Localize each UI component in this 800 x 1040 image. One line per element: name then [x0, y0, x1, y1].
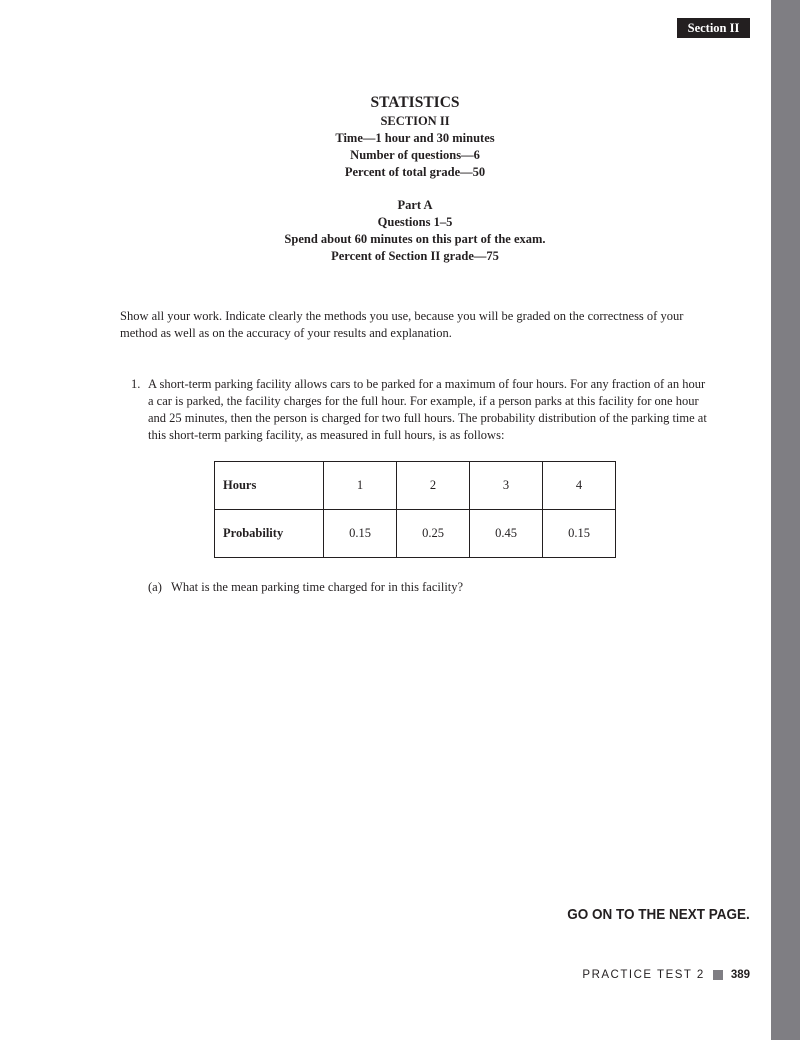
part-a	[148, 580, 463, 595]
part-a-label: (a)	[148, 580, 162, 594]
part-line: Percent of Section II grade—75	[331, 249, 499, 263]
page-number: 389	[730, 969, 750, 981]
part-line: Spend about 60 minutes on this part of the exam.	[284, 232, 546, 246]
part-a-text: What is the mean parking time charged for in this facility?	[171, 580, 464, 594]
square-icon	[713, 970, 723, 980]
exam-title: STATISTICS	[370, 94, 460, 111]
table-cell: 0.25	[397, 510, 470, 558]
table-cell: 0.15	[543, 510, 616, 558]
page-footer	[582, 969, 750, 981]
section-tag: Section II	[677, 18, 750, 38]
part-line: Questions 1–5	[377, 215, 453, 229]
question-number: 1.	[131, 377, 141, 391]
next-page-note: GO ON TO THE NEXT PAGE.	[567, 906, 750, 923]
header-line: Time—1 hour and 30 minutes	[335, 131, 495, 145]
table-row	[215, 510, 616, 558]
question-text: A short-term parking facility allows cars to be parked for a maximum of four hours. For any fraction of an hour a car is parked, the facility charges for the full hour. For example, if a person parks at this facility for one hour and 25 minutes, then the person is charged for two full hours. The probability distribution of the parking time at this short-term parking facility, as measured in full hours, is as follows:	[148, 377, 707, 442]
table-cell: 1	[324, 462, 397, 510]
table-row	[215, 462, 616, 510]
page-edge-bar	[771, 0, 800, 1040]
table-cell: 3	[470, 462, 543, 510]
table-cell: 0.45	[470, 510, 543, 558]
row-header: Hours	[215, 462, 324, 510]
part-header	[215, 197, 615, 265]
header-line: Percent of total grade—50	[344, 165, 486, 179]
instructions: Show all your work. Indicate clearly the methods you use, because you will be graded on the correctness of your method as well as on the accuracy of your results and explanation.	[120, 309, 684, 340]
table-cell: 4	[543, 462, 616, 510]
header-line: SECTION II	[380, 114, 450, 128]
table-cell: 2	[397, 462, 470, 510]
row-header: Probability	[215, 510, 324, 558]
running-footer: PRACTICE TEST 2	[582, 969, 705, 981]
probability-table	[214, 461, 616, 558]
exam-header	[215, 93, 615, 181]
table-cell: 0.15	[324, 510, 397, 558]
part-line: Part A	[397, 198, 433, 212]
header-line: Number of questions—6	[350, 148, 480, 162]
